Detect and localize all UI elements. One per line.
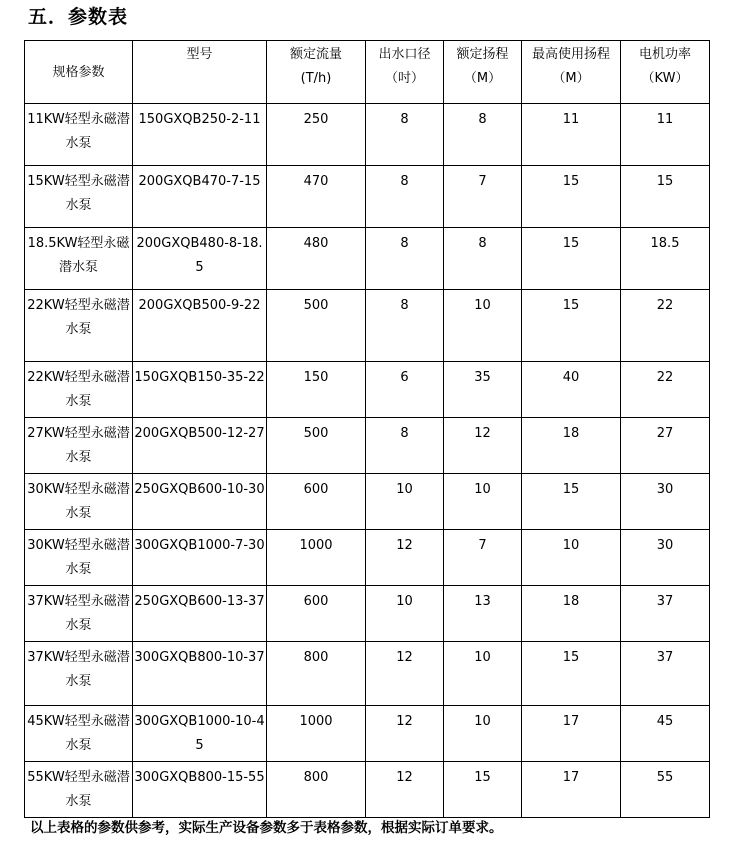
cell-spec: 30KW轻型永磁潜水泵	[25, 530, 133, 586]
cell-outlet: 10	[366, 474, 444, 530]
cell-head: 10	[444, 642, 522, 706]
cell-max-head: 18	[522, 586, 621, 642]
header-cell-model	[133, 41, 267, 104]
header-model-label: 型号	[186, 47, 213, 62]
table-row	[25, 586, 710, 642]
cell-flow: 470	[267, 166, 366, 228]
cell-power: 15	[621, 166, 710, 228]
cell-flow: 800	[267, 642, 366, 706]
cell-flow: 600	[267, 586, 366, 642]
header-head-unit: （M）	[463, 71, 502, 86]
cell-max-head: 15	[522, 642, 621, 706]
table-row	[25, 530, 710, 586]
footnote: 以上表格的参数供参考，实际生产设备参数多于表格参数，根据实际订单要求。	[30, 820, 503, 836]
cell-outlet: 8	[366, 166, 444, 228]
cell-max-head: 15	[522, 166, 621, 228]
header-max-head-label: 最高使用扬程	[531, 47, 610, 62]
cell-head: 7	[444, 166, 522, 228]
cell-head: 10	[444, 474, 522, 530]
table-row	[25, 706, 710, 762]
header-power-unit: （KW）	[641, 71, 689, 86]
cell-power: 11	[621, 104, 710, 166]
cell-flow: 480	[267, 228, 366, 290]
header-row	[25, 41, 710, 104]
cell-head: 10	[444, 290, 522, 362]
table-row	[25, 642, 710, 706]
cell-flow: 600	[267, 474, 366, 530]
cell-power: 30	[621, 474, 710, 530]
cell-spec: 45KW轻型永磁潜水泵	[25, 706, 133, 762]
header-power-label: 电机功率	[638, 47, 691, 62]
cell-head: 15	[444, 762, 522, 818]
cell-model: 300GXQB1000-10-45	[133, 706, 267, 762]
cell-spec: 22KW轻型永磁潜水泵	[25, 362, 133, 418]
cell-power: 22	[621, 290, 710, 362]
header-outlet-unit: （吋）	[384, 71, 424, 86]
cell-spec: 30KW轻型永磁潜水泵	[25, 474, 133, 530]
cell-max-head: 15	[522, 290, 621, 362]
parameter-table	[24, 40, 710, 818]
cell-flow: 500	[267, 418, 366, 474]
cell-power: 18.5	[621, 228, 710, 290]
cell-flow: 500	[267, 290, 366, 362]
cell-power: 30	[621, 530, 710, 586]
header-cell-power	[621, 41, 710, 104]
cell-head: 10	[444, 706, 522, 762]
table-row	[25, 290, 710, 362]
header-cell-outlet	[366, 41, 444, 104]
cell-model: 300GXQB800-10-37	[133, 642, 267, 706]
table-row	[25, 362, 710, 418]
cell-spec: 37KW轻型永磁潜水泵	[25, 586, 133, 642]
cell-head: 7	[444, 530, 522, 586]
cell-power: 37	[621, 586, 710, 642]
cell-spec: 37KW轻型永磁潜水泵	[25, 642, 133, 706]
cell-flow: 150	[267, 362, 366, 418]
header-cell-head	[444, 41, 522, 104]
cell-model: 150GXQB250-2-11	[133, 104, 267, 166]
cell-head: 12	[444, 418, 522, 474]
cell-model: 200GXQB500-9-22	[133, 290, 267, 362]
table-row	[25, 104, 710, 166]
cell-max-head: 10	[522, 530, 621, 586]
table-row	[25, 166, 710, 228]
cell-max-head: 40	[522, 362, 621, 418]
header-cell-spec	[25, 41, 133, 104]
cell-head: 8	[444, 228, 522, 290]
cell-outlet: 8	[366, 290, 444, 362]
cell-max-head: 18	[522, 418, 621, 474]
cell-outlet: 12	[366, 530, 444, 586]
cell-outlet: 12	[366, 706, 444, 762]
cell-model: 250GXQB600-10-30	[133, 474, 267, 530]
cell-outlet: 6	[366, 362, 444, 418]
cell-outlet: 8	[366, 228, 444, 290]
cell-max-head: 11	[522, 104, 621, 166]
cell-power: 22	[621, 362, 710, 418]
cell-model: 250GXQB600-13-37	[133, 586, 267, 642]
cell-head: 8	[444, 104, 522, 166]
cell-power: 27	[621, 418, 710, 474]
header-flow-label: 额定流量	[289, 47, 342, 62]
cell-outlet: 12	[366, 642, 444, 706]
cell-flow: 800	[267, 762, 366, 818]
cell-spec: 18.5KW轻型永磁潜水泵	[25, 228, 133, 290]
cell-model: 200GXQB470-7-15	[133, 166, 267, 228]
cell-outlet: 10	[366, 586, 444, 642]
cell-flow: 250	[267, 104, 366, 166]
header-outlet-label: 出水口径	[378, 47, 431, 62]
cell-flow: 1000	[267, 706, 366, 762]
cell-model: 200GXQB500-12-27	[133, 418, 267, 474]
header-cell-flow	[267, 41, 366, 104]
cell-spec: 22KW轻型永磁潜水泵	[25, 290, 133, 362]
cell-flow: 1000	[267, 530, 366, 586]
table-row	[25, 762, 710, 818]
header-head-label: 额定扬程	[456, 47, 509, 62]
cell-model: 300GXQB1000-7-30	[133, 530, 267, 586]
cell-power: 45	[621, 706, 710, 762]
cell-outlet: 8	[366, 418, 444, 474]
header-cell-max-head	[522, 41, 621, 104]
cell-spec: 27KW轻型永磁潜水泵	[25, 418, 133, 474]
cell-outlet: 12	[366, 762, 444, 818]
cell-model: 300GXQB800-15-55	[133, 762, 267, 818]
section-title: 五．参数表	[28, 6, 129, 28]
cell-max-head: 17	[522, 706, 621, 762]
table-row	[25, 228, 710, 290]
cell-head: 13	[444, 586, 522, 642]
header-max-head-unit: （M）	[552, 71, 590, 86]
cell-model: 150GXQB150-35-22	[133, 362, 267, 418]
cell-spec: 15KW轻型永磁潜水泵	[25, 166, 133, 228]
cell-max-head: 17	[522, 762, 621, 818]
cell-head: 35	[444, 362, 522, 418]
table-row	[25, 418, 710, 474]
cell-power: 55	[621, 762, 710, 818]
cell-spec: 11KW轻型永磁潜水泵	[25, 104, 133, 166]
cell-max-head: 15	[522, 474, 621, 530]
cell-spec: 55KW轻型永磁潜水泵	[25, 762, 133, 818]
header-spec-label: 规格参数	[52, 65, 105, 80]
cell-outlet: 8	[366, 104, 444, 166]
table-row	[25, 474, 710, 530]
cell-max-head: 15	[522, 228, 621, 290]
header-flow-unit: (T/h)	[300, 71, 332, 86]
cell-model: 200GXQB480-8-18.5	[133, 228, 267, 290]
cell-power: 37	[621, 642, 710, 706]
